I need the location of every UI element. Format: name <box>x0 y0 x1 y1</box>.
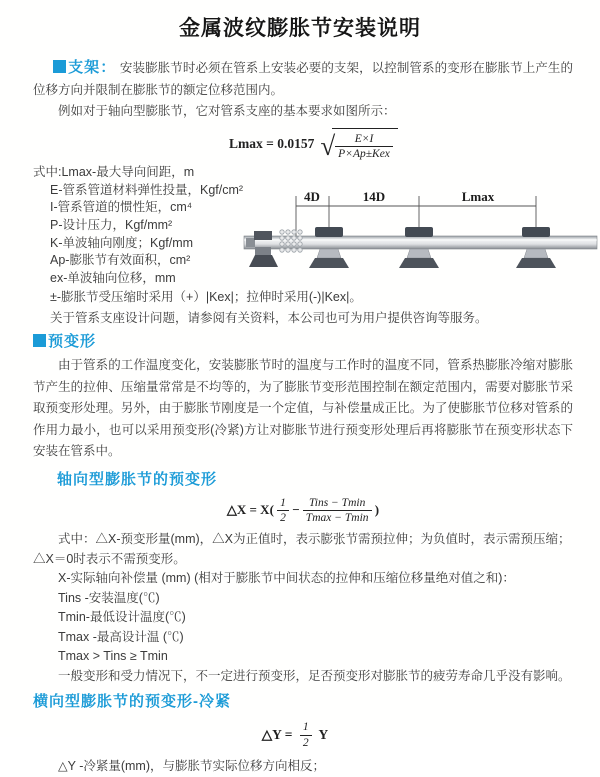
lateral-note-text: △Y -冷紧量(mm)，与膨胀节实际位移方向相反； <box>58 759 326 773</box>
axial-notes <box>33 530 573 686</box>
section-bullet-icon <box>33 334 46 347</box>
minus-operator: − <box>291 502 300 518</box>
guide-spacing-formula <box>229 128 573 162</box>
support-heading: 支架： <box>68 59 117 76</box>
definition-line: P-设计压力，Kgf/mm² <box>50 218 173 233</box>
dim-label-4d: 4D <box>304 189 320 204</box>
note-line: Tmax -最高设计温 (℃) <box>58 629 184 644</box>
formula-lhs: Lmax = 0.0157 <box>229 136 315 152</box>
formula-denominator: P×Ap±Kex <box>335 146 393 161</box>
formula-rhs: ) <box>371 502 380 518</box>
formula-lhs: △X = X( <box>226 502 278 518</box>
lateral-predeform-formula <box>33 720 557 750</box>
definition-line: ex-单波轴向位移，mm <box>50 270 176 285</box>
definition-line: 式中:Lmax-最大导向间距，m <box>33 165 195 180</box>
pipe-support-diagram <box>242 188 600 290</box>
note-line: 式中：△X-预变形量(mm)，△X为正值时，表示膨张节需预拉伸；为负值时，表示需预压缩；△X＝0时表示不需预变形。 <box>33 532 571 566</box>
axial-predeform-formula <box>33 496 573 526</box>
predeform-heading: 预变形 <box>48 333 97 350</box>
note-line: Tmax > Tins ≥ Tmin <box>58 649 168 664</box>
pipe <box>244 236 597 249</box>
lateral-predeform-heading: 横向型膨胀节的预变形-冷紧 <box>33 693 231 711</box>
formula-lhs: △Y = <box>261 727 296 743</box>
support-paragraph <box>33 57 573 101</box>
support-example-text: 例如对于轴向型膨胀节，它对管系支座的基本要求如图所示： <box>58 104 396 118</box>
dim-label-14d: 14D <box>362 189 386 204</box>
dim-label-lmax: Lmax <box>461 189 495 204</box>
fraction-half: $\frac{1}{2}$ <box>300 720 312 750</box>
definition-line: K-单波轴向刚度；Kgf/mm <box>50 235 194 250</box>
note-line: 一般变形和受力情况下，不一定进行预变形，足否预变形对膨胀节的疲劳寿命几乎没有影响。 <box>58 668 571 683</box>
fraction-half: $\frac{1}{2}$ <box>277 496 289 526</box>
predeform-heading-row <box>33 331 573 351</box>
formula-numerator: E×I <box>354 132 374 145</box>
definition-line: E-管系管道材料弹性投量，Kgf/cm² <box>50 182 244 197</box>
formula-rhs: Y <box>315 727 329 743</box>
definition-line: Ap-膨胀节有效面积，cm² <box>50 253 191 268</box>
axial-predeform-heading: 轴向型膨胀节的预变形 <box>57 470 218 488</box>
note-line: X-实际轴向补偿量 (mm) (相对于膨胀节中间状态的拉伸和压缩位移量绝对值之和)： <box>58 571 515 586</box>
note-line: Tins -安装温度(℃) <box>58 590 160 605</box>
note-line: Tmin-最低设计温度(℃) <box>58 610 186 625</box>
definition-line: I-管系管道的惯性矩，cm⁴ <box>50 200 193 215</box>
definition-line: ±-膨胀节受压缩时采用（+）|Kex|；拉伸时采用(-)|Kex|。 <box>50 290 362 305</box>
radical-sign-icon: √ <box>320 130 336 161</box>
section-bullet-icon <box>53 60 66 73</box>
predeform-body-text: 由于管系的工作温度变化，安装膨胀节时的温度与工作时的温度不同，管系热膨胀冷缩对膨胀节产生的拉伸、压缩量常常是不均等的，为了膨胀节变形范围控制在额定范围内，需要对膨胀节采取预变形处理。另外，由于膨胀节刚度是一个定值，与补偿量成正比。为了使膨胀节位移对管系的作用力最小，也可以采用预变形(冷紧)方让对膨胀节进行预变形处理后再将膨胀节在预变形状态下安装在管系中。 <box>33 358 573 458</box>
radical-body <box>332 128 398 162</box>
support-footnote: 关于管系支座设计问题，请参阅有关资料，本公司也可为用户提供咨询等服务。 <box>50 310 488 325</box>
fraction-temperature: $\frac{\text{Tins − Tmin}}{Tmax - Tmin}$ <box>303 496 372 526</box>
page-title: 金属波纹膨胀节安装说明 <box>179 17 421 40</box>
predeform-section <box>33 331 573 777</box>
support-intro-text: 安装膨胀节时必须在管系上安装必要的支架，以控制管系的变形在膨胀节上产生的位移方向并限制在膨胀节的额定位移范围内。 <box>33 61 573 97</box>
